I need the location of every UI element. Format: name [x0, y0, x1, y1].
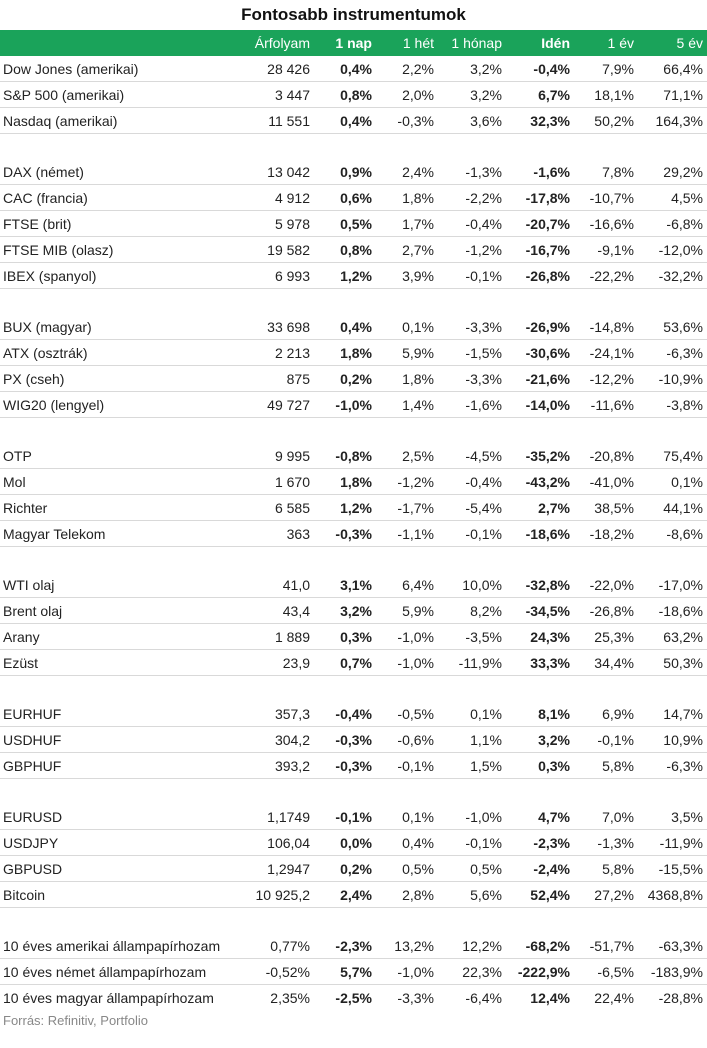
spacer-cell [0, 908, 707, 934]
table-row [0, 804, 707, 830]
price-cell: 5 978 [236, 211, 314, 237]
price-cell: 33 698 [236, 314, 314, 340]
change-1day-cell: -2,5% [335, 989, 372, 1006]
table-row [0, 882, 707, 908]
instrument-name: USDHUF [0, 727, 236, 753]
instrument-name: 10 éves magyar állampapírhozam [3, 989, 214, 1006]
instrument-name: Richter [0, 495, 236, 521]
change-ytd-cell: -2,4% [506, 856, 574, 882]
change-1year-cell: -10,7% [574, 185, 638, 211]
change-ytd-cell: -30,6% [506, 340, 574, 366]
change-ytd-cell: -21,6% [506, 366, 574, 392]
instrument-name: Ezüst [0, 650, 236, 676]
change-1day-cell: 0,5% [314, 211, 376, 237]
change-1month-cell: 5,6% [438, 882, 506, 908]
change-1week-cell: 0,5% [376, 856, 438, 882]
change-5year-cell: 14,7% [638, 701, 707, 727]
table-row [0, 521, 707, 547]
table-row [0, 598, 707, 624]
instrument-name: ATX (osztrák) [0, 340, 236, 366]
header-1month: 1 hónap [451, 35, 502, 51]
price-cell: 2 213 [236, 340, 314, 366]
change-ytd-cell: 8,1% [506, 701, 574, 727]
instrument-name: CAC (francia) [0, 185, 236, 211]
change-1month-cell: 3,6% [438, 108, 506, 134]
change-ytd-cell: -2,3% [506, 830, 574, 856]
change-1day-cell: -0,3% [314, 753, 376, 779]
change-ytd-cell: 24,3% [506, 624, 574, 650]
change-1month-cell: 3,2% [438, 56, 506, 82]
change-5year-cell: 10,9% [638, 727, 707, 753]
change-1day-cell: 0,4% [314, 56, 376, 82]
instrument-name: 10 éves német állampapírhozam [0, 959, 236, 985]
change-1month-cell: -0,1% [438, 263, 506, 289]
change-1week-cell: -3,3% [397, 989, 434, 1006]
change-ytd-cell: -43,2% [506, 469, 574, 495]
change-1week-cell: -0,6% [376, 727, 438, 753]
change-ytd-cell: -17,8% [506, 185, 574, 211]
change-1week-cell: 1,4% [376, 392, 438, 418]
change-ytd-cell: -32,8% [506, 572, 574, 598]
change-1year-cell: 38,5% [574, 495, 638, 521]
change-1week-cell: -0,5% [376, 701, 438, 727]
instrument-name: IBEX (spanyol) [0, 263, 236, 289]
table-row [0, 340, 707, 366]
change-ytd-cell: 33,3% [506, 650, 574, 676]
instrument-name: EURHUF [0, 701, 236, 727]
price-cell: 1 889 [236, 624, 314, 650]
table-row [0, 108, 707, 134]
change-1year-cell: -11,6% [574, 392, 638, 418]
change-1week-cell: 5,9% [376, 340, 438, 366]
change-1week-cell: -1,0% [376, 959, 438, 985]
spacer-cell [0, 134, 707, 160]
change-1day-cell: 0,9% [314, 159, 376, 185]
change-5year-cell: 66,4% [638, 56, 707, 82]
change-1month-cell: -0,1% [438, 830, 506, 856]
change-5year-cell: 71,1% [638, 82, 707, 108]
change-1year-cell: -20,8% [574, 443, 638, 469]
instrument-name: Nasdaq (amerikai) [0, 108, 236, 134]
table-row [0, 211, 707, 237]
price-cell: 0,77% [236, 933, 314, 959]
change-ytd-cell: -16,7% [506, 237, 574, 263]
change-5year-cell: 50,3% [638, 650, 707, 676]
change-1day-cell: 0,2% [314, 856, 376, 882]
table-row [0, 753, 707, 779]
change-1year-cell: -51,7% [574, 933, 638, 959]
change-1day-cell: -0,1% [314, 804, 376, 830]
change-5year-cell: -32,2% [638, 263, 707, 289]
table-row [0, 495, 707, 521]
header-price: Árfolyam [254, 35, 310, 51]
change-1year-cell: -41,0% [574, 469, 638, 495]
change-1year-cell: -22,0% [574, 572, 638, 598]
price-cell: 4 912 [236, 185, 314, 211]
change-1month-cell: 0,5% [438, 856, 506, 882]
change-5year-cell: -17,0% [638, 572, 707, 598]
change-5year-cell: 164,3% [638, 108, 707, 134]
instrument-name: BUX (magyar) [0, 314, 236, 340]
change-1year-cell: -18,2% [574, 521, 638, 547]
group-spacer [0, 676, 707, 702]
price-cell: 1,2947 [236, 856, 314, 882]
table-row [0, 727, 707, 753]
table-header-row [0, 30, 707, 56]
change-5year-cell: 3,5% [638, 804, 707, 830]
change-1day-cell: 0,3% [314, 624, 376, 650]
source-note: Forrás: Refinitiv, Portfolio [3, 1013, 148, 1028]
price-cell: 357,3 [236, 701, 314, 727]
change-1year-cell: 34,4% [574, 650, 638, 676]
table-row [0, 701, 707, 727]
change-1year-cell: 50,2% [574, 108, 638, 134]
price-cell: 6 585 [236, 495, 314, 521]
change-1month-cell: -11,9% [438, 650, 506, 676]
change-1day-cell: 0,2% [314, 366, 376, 392]
instrument-name: FTSE MIB (olasz) [0, 237, 236, 263]
change-1day-cell: 0,0% [314, 830, 376, 856]
price-cell: 41,0 [236, 572, 314, 598]
change-1day-cell: 1,8% [314, 340, 376, 366]
change-1year-cell: 7,0% [574, 804, 638, 830]
table-row [0, 82, 707, 108]
table-row [0, 185, 707, 211]
instrument-name: Dow Jones (amerikai) [0, 56, 236, 82]
price-cell: 13 042 [236, 159, 314, 185]
change-1day-cell: 0,8% [314, 237, 376, 263]
change-ytd-cell: -0,4% [506, 56, 574, 82]
change-1month-cell: 0,1% [438, 701, 506, 727]
change-5year-cell: 4368,8% [638, 882, 707, 908]
change-1week-cell: 2,5% [376, 443, 438, 469]
change-1year-cell: 25,3% [574, 624, 638, 650]
change-1week-cell: 13,2% [376, 933, 438, 959]
change-1month-cell: -1,0% [438, 804, 506, 830]
table-row [0, 469, 707, 495]
change-ytd-cell: 32,3% [506, 108, 574, 134]
change-1day-cell: 1,2% [314, 263, 376, 289]
change-1week-cell: -1,1% [376, 521, 438, 547]
header-1year: 1 év [607, 35, 634, 51]
change-1month-cell: -3,5% [438, 624, 506, 650]
change-ytd-cell: -14,0% [506, 392, 574, 418]
change-5year-cell: 53,6% [638, 314, 707, 340]
change-1year-cell: -26,8% [574, 598, 638, 624]
change-1week-cell: 2,0% [376, 82, 438, 108]
change-5year-cell: -28,8% [658, 989, 703, 1006]
change-1year-cell: 27,2% [574, 882, 638, 908]
price-cell: 28 426 [236, 56, 314, 82]
change-5year-cell: -18,6% [638, 598, 707, 624]
change-1day-cell: -0,8% [314, 443, 376, 469]
header-name [0, 30, 236, 56]
price-cell: 3 447 [236, 82, 314, 108]
change-1day-cell: 3,2% [314, 598, 376, 624]
page-title: Fontosabb instrumentumok [241, 5, 466, 24]
price-cell: 363 [236, 521, 314, 547]
change-1month-cell: -3,3% [438, 314, 506, 340]
change-1day-cell: 1,8% [314, 469, 376, 495]
spacer-cell [0, 418, 707, 444]
instrument-name: USDJPY [0, 830, 236, 856]
price-cell: 2,35% [270, 989, 310, 1006]
price-cell: 19 582 [236, 237, 314, 263]
spacer-cell [0, 779, 707, 805]
table-row [0, 624, 707, 650]
change-ytd-cell: -222,9% [506, 959, 574, 985]
change-1day-cell: -1,0% [314, 392, 376, 418]
change-1week-cell: 2,7% [376, 237, 438, 263]
change-1day-cell: 3,1% [314, 572, 376, 598]
change-5year-cell: 0,1% [638, 469, 707, 495]
instrument-name: WIG20 (lengyel) [0, 392, 236, 418]
instrument-name: Bitcoin [0, 882, 236, 908]
price-cell: 9 995 [236, 443, 314, 469]
table-row [0, 959, 707, 985]
change-1year-cell: 7,8% [574, 159, 638, 185]
table-row [0, 443, 707, 469]
spacer-cell [0, 676, 707, 702]
change-1year-cell: 5,8% [574, 856, 638, 882]
header-1week: 1 hét [402, 35, 434, 51]
change-1year-cell: -24,1% [574, 340, 638, 366]
change-1week-cell: -1,7% [376, 495, 438, 521]
instrument-name: Brent olaj [0, 598, 236, 624]
change-1week-cell: 0,4% [376, 830, 438, 856]
price-cell: 393,2 [236, 753, 314, 779]
change-ytd-cell: 3,2% [506, 727, 574, 753]
change-1month-cell: -1,6% [438, 392, 506, 418]
change-1month-cell: -0,1% [438, 521, 506, 547]
change-1day-cell: 0,6% [314, 185, 376, 211]
change-1week-cell: 6,4% [376, 572, 438, 598]
change-5year-cell: 44,1% [638, 495, 707, 521]
change-1day-cell: -0,3% [314, 521, 376, 547]
change-1day-cell: 0,4% [314, 108, 376, 134]
change-1month-cell: -4,5% [438, 443, 506, 469]
group-spacer [0, 134, 707, 160]
instrument-name: GBPUSD [0, 856, 236, 882]
change-1month-cell: -0,4% [438, 211, 506, 237]
spacer-cell [0, 289, 707, 315]
instrument-name: S&P 500 (amerikai) [0, 82, 236, 108]
change-1day-cell: 2,4% [314, 882, 376, 908]
change-ytd-cell: 4,7% [506, 804, 574, 830]
change-5year-cell: 4,5% [638, 185, 707, 211]
change-1week-cell: 2,4% [376, 159, 438, 185]
table-row [0, 159, 707, 185]
change-1week-cell: 0,1% [376, 314, 438, 340]
change-1year-cell: -22,2% [574, 263, 638, 289]
table-row [0, 985, 707, 1011]
change-1week-cell: 5,9% [376, 598, 438, 624]
change-ytd-cell: -26,9% [506, 314, 574, 340]
change-1week-cell: 2,2% [376, 56, 438, 82]
table-row [0, 830, 707, 856]
change-5year-cell: 29,2% [638, 159, 707, 185]
group-spacer [0, 779, 707, 805]
change-5year-cell: 75,4% [638, 443, 707, 469]
change-1month-cell: 1,1% [438, 727, 506, 753]
change-5year-cell: -3,8% [638, 392, 707, 418]
instrument-name: Mol [0, 469, 236, 495]
change-1year-cell: -1,3% [574, 830, 638, 856]
change-1year-cell: -16,6% [574, 211, 638, 237]
change-1year-cell: 18,1% [574, 82, 638, 108]
instrument-name: GBPHUF [0, 753, 236, 779]
change-1week-cell: 1,8% [376, 185, 438, 211]
change-ytd-cell: 52,4% [506, 882, 574, 908]
change-ytd-cell: 12,4% [530, 989, 570, 1006]
change-1day-cell: 5,7% [314, 959, 376, 985]
change-1month-cell: 1,5% [438, 753, 506, 779]
change-1year-cell: 6,9% [574, 701, 638, 727]
instrument-name: EURUSD [0, 804, 236, 830]
change-1month-cell: -6,4% [465, 989, 502, 1006]
change-5year-cell: -6,3% [638, 753, 707, 779]
change-1week-cell: 1,8% [376, 366, 438, 392]
change-5year-cell: -15,5% [638, 856, 707, 882]
change-1month-cell: 12,2% [438, 933, 506, 959]
table-row [0, 56, 707, 82]
change-1month-cell: -3,3% [438, 366, 506, 392]
table-row [0, 933, 707, 959]
change-ytd-cell: 0,3% [506, 753, 574, 779]
change-1month-cell: 8,2% [438, 598, 506, 624]
group-spacer [0, 418, 707, 444]
table-row [0, 314, 707, 340]
table-row [0, 366, 707, 392]
price-cell: 1,1749 [236, 804, 314, 830]
change-1day-cell: 1,2% [314, 495, 376, 521]
price-cell: 23,9 [236, 650, 314, 676]
change-1month-cell: -0,4% [438, 469, 506, 495]
change-5year-cell: -63,3% [638, 933, 707, 959]
change-ytd-cell: -26,8% [506, 263, 574, 289]
change-1year-cell: 5,8% [574, 753, 638, 779]
group-spacer [0, 289, 707, 315]
change-5year-cell: -10,9% [638, 366, 707, 392]
change-1week-cell: 1,7% [376, 211, 438, 237]
instrument-name: Magyar Telekom [0, 521, 236, 547]
spacer-cell [0, 547, 707, 573]
instruments-table [0, 30, 707, 1010]
change-ytd-cell: 6,7% [506, 82, 574, 108]
change-1month-cell: 10,0% [438, 572, 506, 598]
change-5year-cell: -6,3% [638, 340, 707, 366]
change-ytd-cell: -20,7% [506, 211, 574, 237]
change-1year-cell: -0,1% [574, 727, 638, 753]
table-row [0, 650, 707, 676]
table-row [0, 392, 707, 418]
change-ytd-cell: -1,6% [506, 159, 574, 185]
price-cell: 875 [236, 366, 314, 392]
header-5year: 5 év [676, 35, 703, 51]
change-1week-cell: -0,1% [376, 753, 438, 779]
change-1year-cell: -12,2% [574, 366, 638, 392]
change-1week-cell: -0,3% [376, 108, 438, 134]
instrument-name: Arany [0, 624, 236, 650]
change-5year-cell: -8,6% [638, 521, 707, 547]
price-cell: 49 727 [236, 392, 314, 418]
change-ytd-cell: 2,7% [506, 495, 574, 521]
change-1month-cell: -1,5% [438, 340, 506, 366]
header-1day: 1 nap [335, 35, 372, 51]
change-ytd-cell: -34,5% [506, 598, 574, 624]
change-1week-cell: 3,9% [376, 263, 438, 289]
change-ytd-cell: -18,6% [506, 521, 574, 547]
price-cell: 11 551 [236, 108, 314, 134]
table-row [0, 856, 707, 882]
change-1year-cell: -6,5% [574, 959, 638, 985]
change-1day-cell: 0,8% [314, 82, 376, 108]
change-1week-cell: -1,2% [376, 469, 438, 495]
instrument-name: OTP [0, 443, 236, 469]
change-1year-cell: 22,4% [594, 989, 634, 1006]
instrument-name: DAX (német) [0, 159, 236, 185]
table-row [0, 572, 707, 598]
change-5year-cell: -11,9% [638, 830, 707, 856]
change-1day-cell: -2,3% [314, 933, 376, 959]
change-5year-cell: -12,0% [638, 237, 707, 263]
change-1day-cell: -0,3% [314, 727, 376, 753]
change-1day-cell: 0,4% [314, 314, 376, 340]
price-cell: 106,04 [236, 830, 314, 856]
change-ytd-cell: -35,2% [506, 443, 574, 469]
table-row [0, 263, 707, 289]
change-1week-cell: 2,8% [376, 882, 438, 908]
instrument-name: 10 éves amerikai állampapírhozam [0, 933, 236, 959]
change-1month-cell: -1,2% [438, 237, 506, 263]
change-5year-cell: -6,8% [638, 211, 707, 237]
change-1year-cell: -14,8% [574, 314, 638, 340]
price-cell: 304,2 [236, 727, 314, 753]
change-1day-cell: -0,4% [314, 701, 376, 727]
change-5year-cell: 63,2% [638, 624, 707, 650]
instrument-name: PX (cseh) [0, 366, 236, 392]
change-1year-cell: -9,1% [574, 237, 638, 263]
change-1week-cell: -1,0% [376, 650, 438, 676]
change-1month-cell: -2,2% [438, 185, 506, 211]
change-1week-cell: -1,0% [376, 624, 438, 650]
change-1month-cell: -1,3% [438, 159, 506, 185]
change-1day-cell: 0,7% [314, 650, 376, 676]
table-row [0, 237, 707, 263]
group-spacer [0, 908, 707, 934]
price-cell: 10 925,2 [236, 882, 314, 908]
price-cell: 43,4 [236, 598, 314, 624]
group-spacer [0, 547, 707, 573]
change-1month-cell: -5,4% [438, 495, 506, 521]
change-1month-cell: 3,2% [438, 82, 506, 108]
instrument-name: FTSE (brit) [0, 211, 236, 237]
change-1month-cell: 22,3% [438, 959, 506, 985]
price-cell: 6 993 [236, 263, 314, 289]
table-body [0, 56, 707, 1010]
price-cell: 1 670 [236, 469, 314, 495]
price-cell: -0,52% [236, 959, 314, 985]
change-ytd-cell: -68,2% [506, 933, 574, 959]
instrument-name: WTI olaj [0, 572, 236, 598]
header-ytd: Idén [541, 35, 570, 51]
change-1year-cell: 7,9% [574, 56, 638, 82]
change-5year-cell: -183,9% [638, 959, 707, 985]
change-1week-cell: 0,1% [376, 804, 438, 830]
